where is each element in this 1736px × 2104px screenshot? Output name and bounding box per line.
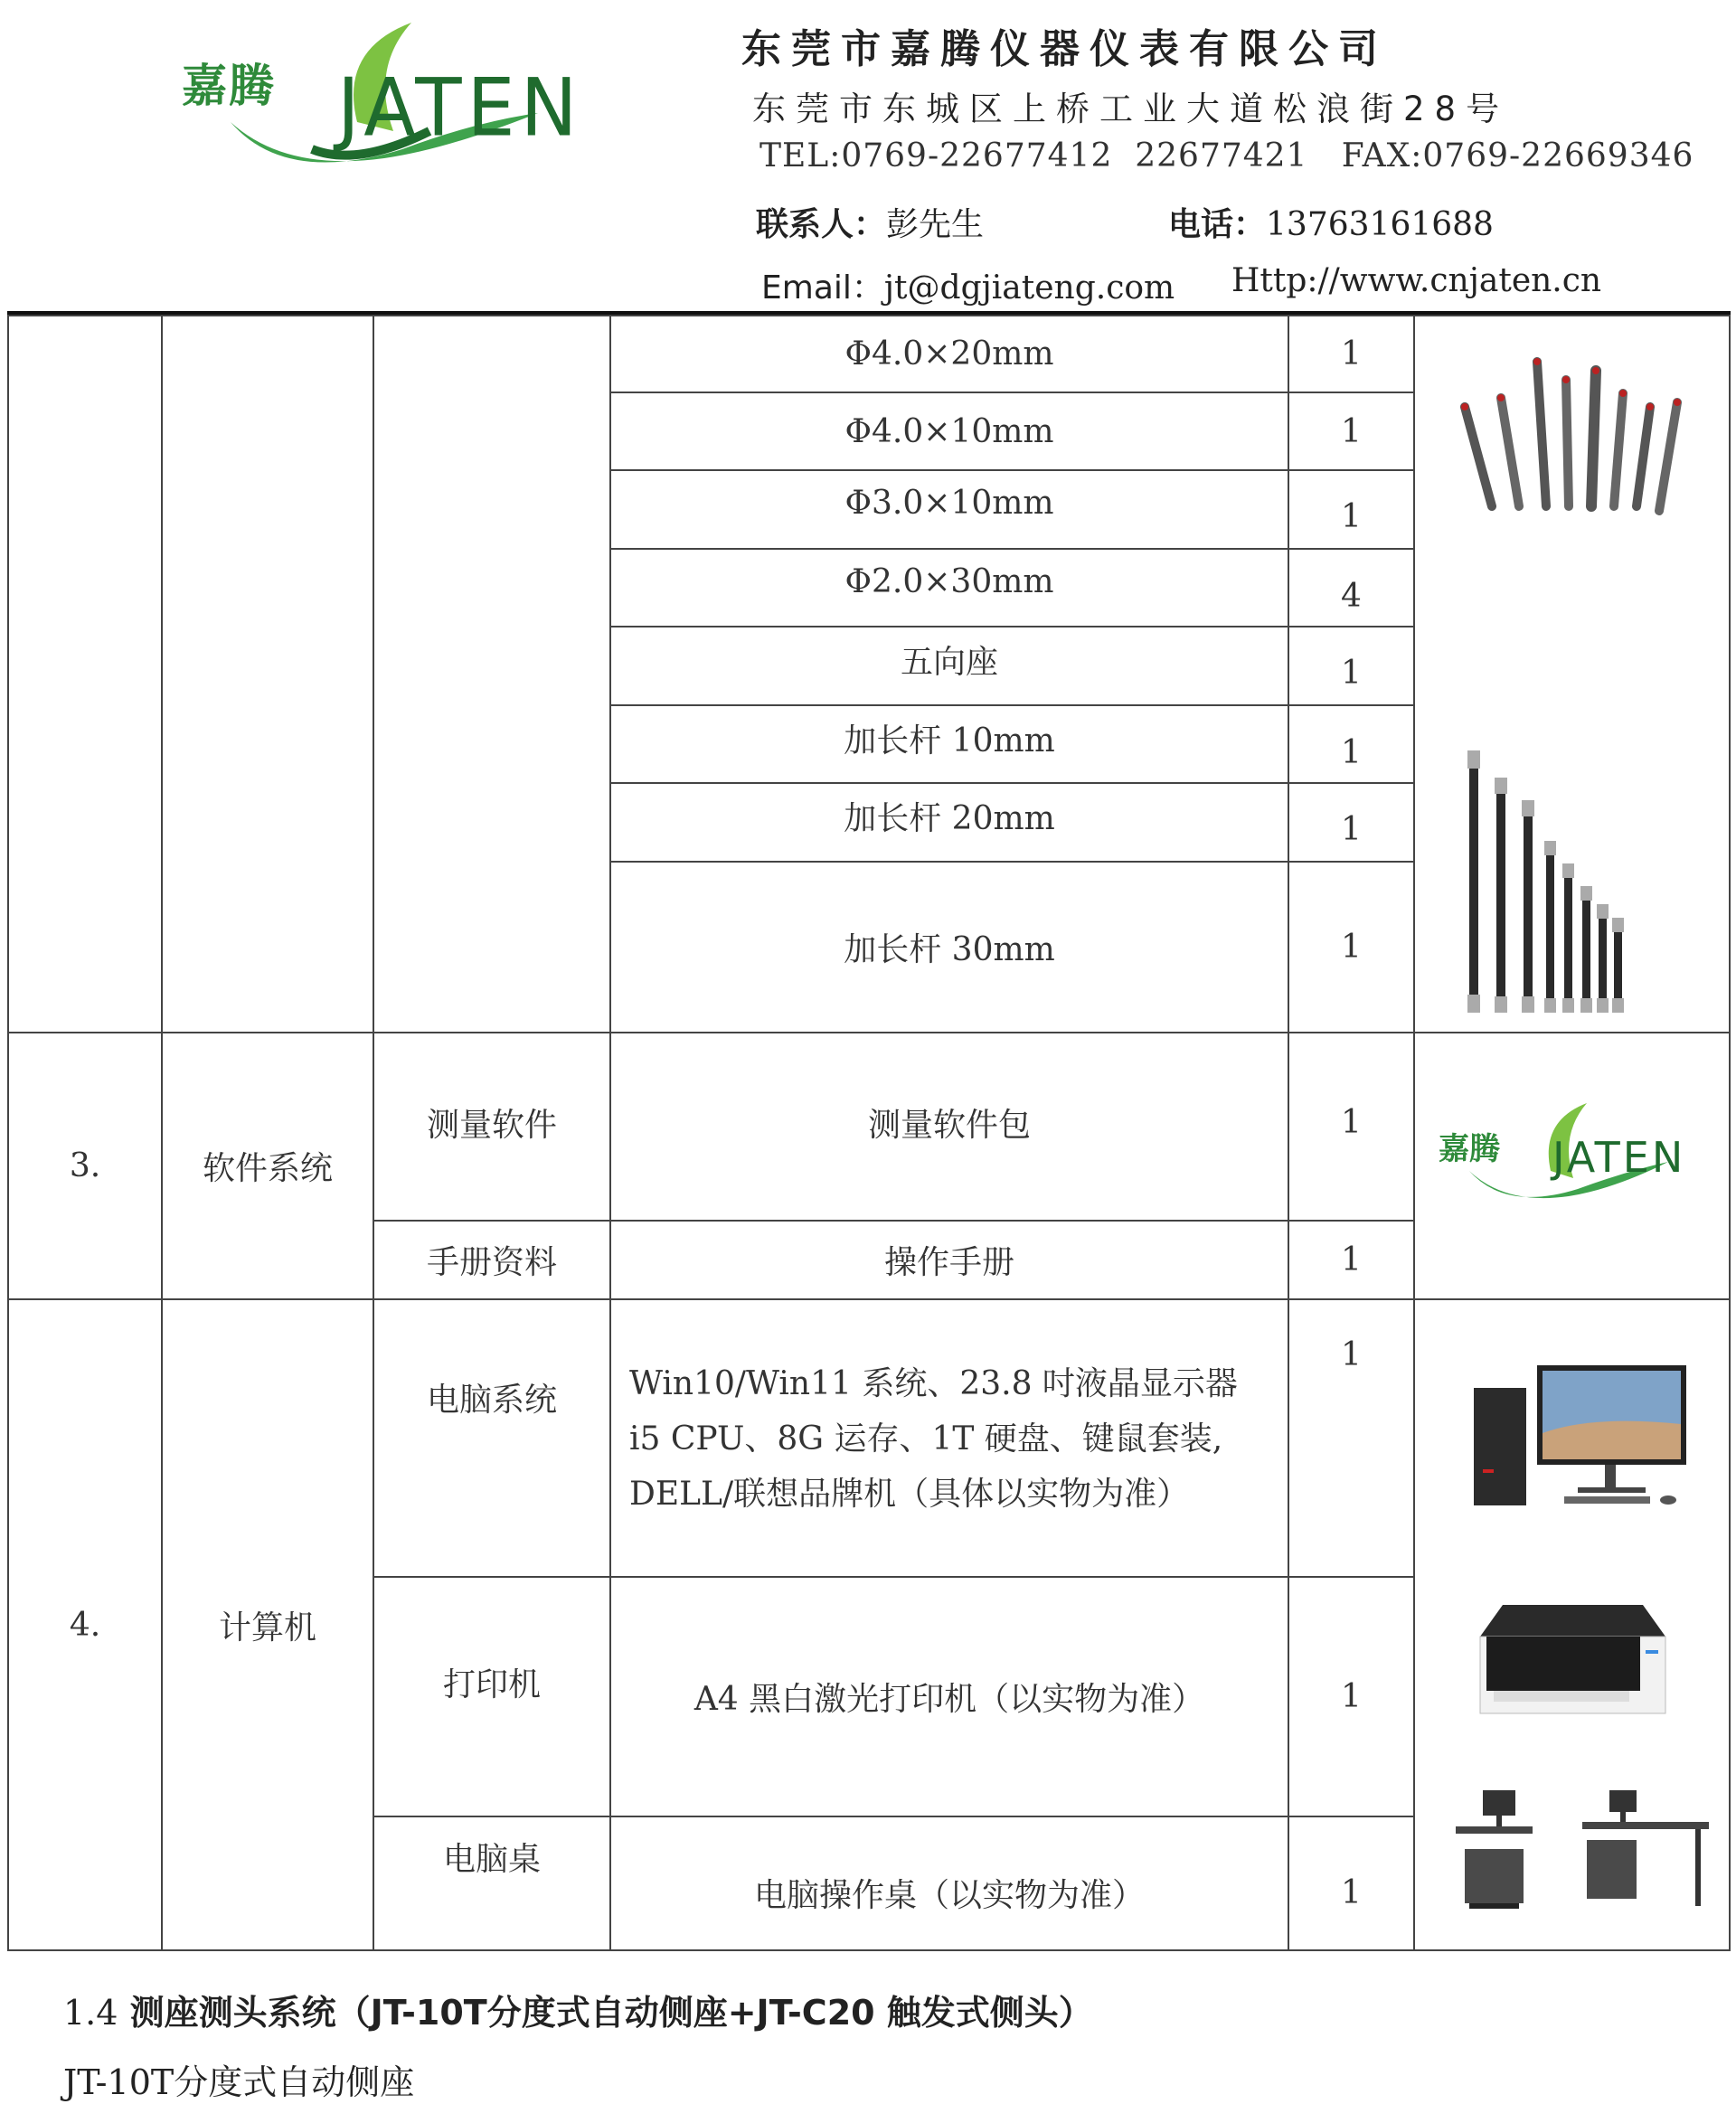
- table-rule: [1413, 315, 1415, 1951]
- item-qty-cell: 1: [1341, 929, 1362, 966]
- pc-spec-line: DELL/联想品牌机（具体以实物为准）: [629, 1476, 1190, 1513]
- item-name-cell: 电脑操作桌（以实物为准）: [753, 1876, 1145, 1914]
- company-logo: [176, 14, 610, 176]
- contact-phone: [1168, 199, 1494, 245]
- item-qty-cell: 1: [1341, 811, 1362, 848]
- logo-chinese-text: 嘉腾: [182, 60, 276, 112]
- item-name-cell: 加长杆 30mm: [844, 931, 1055, 968]
- contact-person: [756, 199, 984, 245]
- subcategory-cell: 电脑桌: [442, 1841, 541, 1878]
- item-qty-cell: 1: [1341, 498, 1362, 535]
- subcategory-cell: 打印机: [442, 1665, 541, 1703]
- item-qty-cell: 1: [1341, 335, 1362, 373]
- pc-spec-line: Win10/Win11 系统、23.8 吋液晶显示器: [629, 1365, 1238, 1402]
- item-qty-cell: 1: [1341, 1678, 1362, 1715]
- category-cell: 软件系统: [202, 1150, 333, 1187]
- subcategory-cell: 手册资料: [426, 1244, 557, 1281]
- section-number: 1.4: [63, 1993, 118, 2033]
- phone-value: 13763161688: [1266, 206, 1494, 243]
- row-number: 4.: [69, 1606, 101, 1644]
- subcategory-cell: 电脑系统: [426, 1382, 557, 1419]
- subcategory-cell: 测量软件: [426, 1106, 557, 1144]
- item-name-cell: 五向座: [900, 643, 998, 681]
- contact-email: [761, 262, 1175, 308]
- pc-spec-line: i5 CPU、8G 运存、1T 硬盘、键鼠套装,: [629, 1420, 1223, 1458]
- letterhead: [0, 0, 1736, 312]
- company-name: 东莞市嘉腾仪器仪表有限公司: [741, 26, 1388, 72]
- phone-label: 电话：: [1168, 206, 1267, 243]
- software-logo-image: [1433, 1099, 1704, 1207]
- computer-desk-image: [1447, 1786, 1718, 1917]
- item-qty-cell: 4: [1341, 577, 1362, 615]
- table-rule: [7, 1949, 1731, 1951]
- category-cell: 计算机: [218, 1609, 316, 1646]
- item-qty-cell: 1: [1341, 655, 1362, 692]
- item-name-cell: Φ3.0×10mm: [844, 484, 1054, 522]
- item-qty-cell: 1: [1341, 733, 1362, 771]
- item-qty-cell: 1: [1341, 1336, 1362, 1373]
- item-qty-cell: 1: [1341, 412, 1362, 450]
- email-value[interactable]: jt@dgjiateng.com: [883, 269, 1175, 307]
- pc-spec-cell: [629, 1356, 1288, 1537]
- row-number: 3.: [69, 1147, 101, 1184]
- logo-chinese-text: 嘉腾: [1439, 1131, 1500, 1167]
- table-rule: [1729, 315, 1731, 1951]
- item-qty-cell: 1: [1341, 1873, 1362, 1911]
- item-name-cell: Φ4.0×10mm: [844, 412, 1054, 450]
- desktop-computer-image: [1474, 1361, 1691, 1510]
- stylus-set-image: [1447, 353, 1700, 520]
- item-name-cell: A4 黑白激光打印机（以实物为准）: [693, 1681, 1205, 1718]
- item-name-cell: 操作手册: [883, 1244, 1014, 1281]
- tel-fax-line: TEL:0769-22677412 22677421 FAX:0769-22669346: [760, 137, 1694, 175]
- company-address: 东莞市东城区上桥工业大道松浪街28号: [752, 90, 1510, 128]
- logo-english-text: JATEN: [1552, 1133, 1686, 1182]
- item-name-cell: Φ2.0×30mm: [844, 562, 1054, 600]
- section-heading: [63, 1985, 1093, 2034]
- laser-printer-image: [1476, 1600, 1670, 1718]
- item-name-cell: 加长杆 10mm: [844, 722, 1055, 760]
- subsection-heading: JT-10T分度式自动侧座: [63, 2062, 415, 2102]
- website-link[interactable]: Http://www.cnjaten.cn: [1231, 262, 1602, 299]
- item-name-cell: 加长杆 20mm: [844, 799, 1055, 837]
- contact-label: 联系人：: [756, 206, 887, 243]
- section-title: 测座测头系统（JT-10T分度式自动侧座+JT-C20 触发式侧头）: [129, 1993, 1093, 2033]
- item-name-cell: Φ4.0×20mm: [844, 335, 1054, 373]
- contact-name: 彭先生: [886, 206, 985, 243]
- item-qty-cell: 1: [1341, 1241, 1362, 1278]
- email-label: Email：: [761, 269, 884, 307]
- item-qty-cell: 1: [1341, 1103, 1362, 1141]
- logo-english-text: JATEN: [337, 61, 583, 155]
- item-name-cell: 测量软件包: [867, 1106, 1031, 1144]
- extension-rod-image: [1451, 750, 1641, 1017]
